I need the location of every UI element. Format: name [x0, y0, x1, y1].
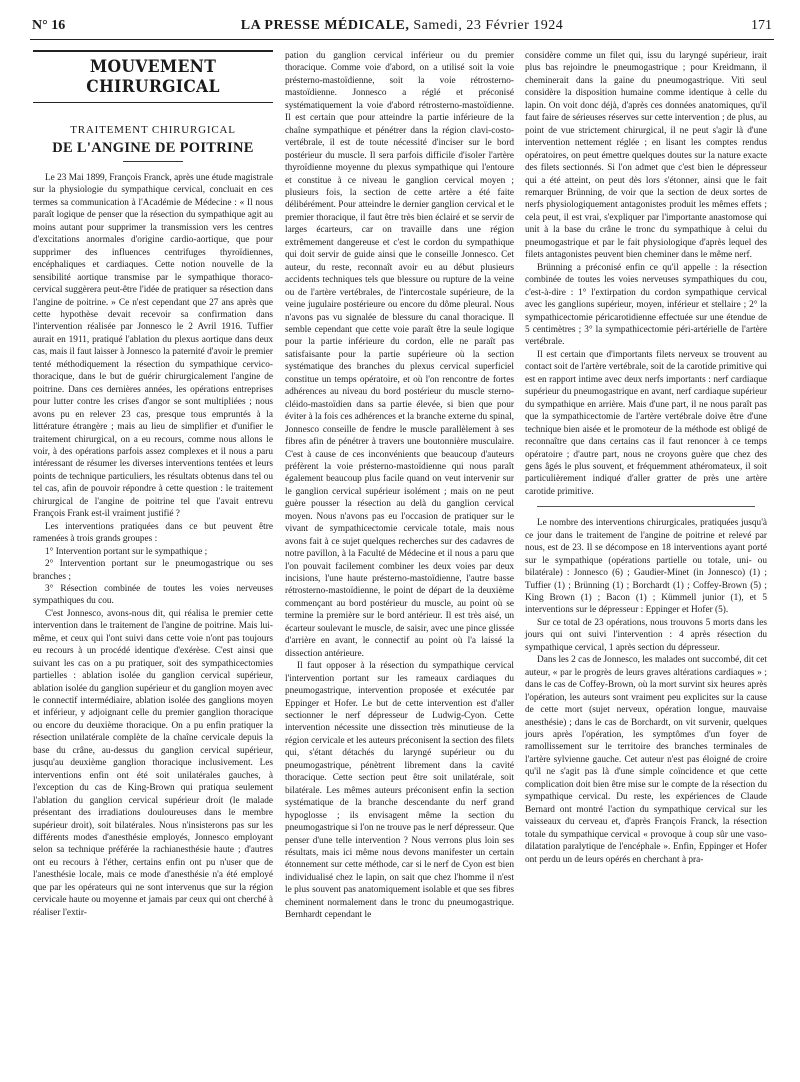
list-item: 2° Intervention portant sur le pneumogastrique ou ses branches ; [33, 559, 273, 582]
column-1 [33, 50, 273, 919]
running-header [30, 16, 774, 38]
paragraph: Sur ce total de 23 opérations, nous trouvons 5 morts dans les jours qui ont suivi l'intervention : 4 après résection du sympathique cervical, 1 après section du dépresseur. [525, 617, 767, 653]
paragraph: considère comme un filet qui, issu du laryngé supérieur, irait plus bas rejoindre le pneumogastrique ; pour Kreidmann, il cheminerait dans la gaine du pneumogastrique. Vitì seul considère la disposition humaine comme identique à celle du lapin. On voit donc déjà, d'après ces données anatomiques, qu'il faut faire de sérieuses réserves sur cette intervention ; de plus, au point de vue strictement chirurgical, il ne peut s'agir là d'une intervention nettement réglée ; en lisant les comptes rendus opératoires, on peut émettre quelques doutes sur la nature exacte des filets sectionnés. Si l'on admet que c'est bien le dépresseur qui a été atteint, on peut dès lors s'étonner, ainsi que le fait remarquer Brünning, de voir que la section de deux sortes de nerfs physiologiquement antagonistes produit les mêmes effets ; cela peut, il est vrai, s'expliquer par l'importante anastomose qui unit à la base du crâne le tronc du sympathique à celui du pneumogastrique et par le fait physiologique d'après lequel des filets antagonistes peuvent bien cheminer dans le même nerf. [525, 51, 767, 261]
issue-number: N° 16 [32, 18, 66, 33]
issue-date: Samedi, 23 Février 1924 [413, 18, 564, 33]
paragraph: Le nombre des interventions chirurgicales, pratiquées jusqu'à ce jour dans le traitement de l'angine de poitrine et relevé par nous, est de 23. Il se décompose en 18 interventions ayant porté sur le sympathique (opérations partielle ou totale, uni- ou bilatérale) : Jonnesco (6) ; Gaudier-Minet (in Jonnesco) (1) ; Tuffier (1) ; Brünning (1) ; Borchardt (1) ; Coffey-Brown (5) ; King Brown (1) ; Bacon (1) ; Kümmell junior (1), et 5 interventions sur le dépresseur : Eppinger et Hofer (5). [525, 518, 767, 616]
column-2 [285, 50, 514, 922]
journal-name: LA PRESSE MÉDICALE, [240, 18, 410, 33]
paragraph: Les interventions pratiquées dans ce but peuvent être ramenées à trois grands groupes : [33, 521, 273, 545]
paragraph: Dans les 2 cas de Jonnesco, les malades ont succombé, dit cet auteur, « par le progrès de leurs graves altérations cardiaques » ; dans le cas de Coffey-Brown, où la mort survint six heures après l'opération, les auteurs sont vraiment peu explicites sur la cause de cette mort (sujet nerveux, opération longue, mauvaise anesthésie) ; dans le cas de Borchardt, on vit survenir, quelques jours après l'opération, les symptômes d'un foyer de ramollissement sur le territoire des branches terminales de l'artère sylvienne gauche. Cet auteur n'est pas éloigné de croire qu'il ne s'agit pas là d'une simple coïncidence et que cette complication doit bien être mise sur le compte de la résection du sympathique cervical. Du reste, les expériences de Claude Bernard ont montré l'action du sympathique cervical sur les vaisseaux du cerveau et, d'après François Franck, la résection totale du sympathique cervical « provoque à coup sûr une vaso-dilatation paralytique de l'encéphale ». Enfin, Eppinger et Hofer ont perdu un de leurs opérés en cherchant à pra- [525, 655, 767, 865]
paragraph: Il est certain que d'importants filets nerveux se trouvent au contact soit de l'artère vertébrale, soit de la carotide primitive qui est en rapport intime avec deux nerfs importants : nerf cardiaque supérieur du pneumogastrique en avant, nerf cardiaque supérieur du sympathique en arrière. Mais d'une part, il ne nous paraît pas que la sympathicectomie de l'artère vertébrale doive être d'une technique bien aisée et le promoteur de la méthode est obligé de reconnaître que dans certains cas il faut renoncer à ce temps opératoire ; d'autre part, nous ne croyons guère que chez des gens âgés le plus souvent, et fréquemment athéromateux, il soit particulièrement indiqué d'aller gratter de près une artère carotide primitive. [525, 349, 768, 497]
section-title: MOUVEMENT CHIRURGICAL [86, 57, 220, 97]
journal-title [30, 18, 774, 34]
list-item: 3° Résection combinée de toutes les voies nerveuses sympathiques du cou. [33, 583, 273, 607]
title-rule [123, 161, 183, 162]
paragraph: C'est Jonnesco, avons-nous dit, qui réalisa le premier cette intervention dans le traitement de l'angine de poitrine. Mais lui-même, et ceux qui l'ont suivi dans cette voie n'ont pas toujours eu recours à un procédé identique d'exérèse. C'est ainsi que suivant les cas on a pu pratiquer, soit des sympathicectomies partielles : ablation isolée du ganglion cervical supérieur, ablation isolée du ganglion supérieur et du ganglion moyen avec le connectif intermédiaire, ablation isolée des ganglions moyen et inférieur, y adjoignant celle du premier ganglion thoracique ou encore du deuxième thoracique. On a pu enfin pratiquer la résection unilatérale complète de la chaîne cervicale depuis la base du crâne, au-dessus du ganglion cervical supérieur, jusqu'au deuxième ganglion thoracique inclusivement. Les interventions enfin ont été soit unilatérales gauches, à l'exception du cas de King-Brown qui pratiqua seulement l'ablation du ganglion cervical supérieur droit (le malade présentant des irradiations douloureuses dans le membre supérieur droit), soit bilatérales. Nous n'insisterons pas sur les différents modes d'anesthésie employés, Jonnesco employant selon sa technique préférée la rachianesthésie haute ; d'autres ont eu recours à l'éther, certains enfin ont pu n'user que de l'anesthésie locale, mais ce mode d'anesthésie n'a été employé que par les opérateurs qui ne sont intervenus que sur la région cervicale haute ou moyenne et jamais par ceux qui ont cherché à réaliser l'extir- [33, 608, 273, 918]
section-banner [33, 50, 273, 103]
section-separator [537, 506, 755, 507]
paragraph: pation du ganglion cervical inférieur ou du premier thoracique. Comme voie d'abord, on a utilisé soit la voie présterno-mastoïdienne, soit la voie rétrosterno-mastoïdienne. Jonnesco a réglé et préconisé systématiquement la voie d'abord rétrosterno-mastoïdienne. Il est certain que pour atteindre la partie inférieure de la chaîne sympathique et pénétrer dans la région clavi-costo-vertébrale, il est de toute nécessité d'inciser sur le bord postérieur du muscle. Il sera parfois difficile d'isoler l'artère thyroïdienne moyenne du plexus sympathique qui l'entoure et constitue à ce niveau le ganglion cervical moyen ; plusieurs fois, la section de cette artère a été faite délibérément. Pour atteindre le dernier ganglion cervical et le premier thoracique, il faut être très bien éclairé et se servir de larges écarteurs, car on travaille dans une région extrêmement dangereuse et c'est le cordon du sympathique qui doit servir de guide ainsi que le conseille Jonnesco. Cet auteur, du reste, reconnaît avoir eu au début plusieurs accidents techniques tels que blessure ou rupture de la veine ou de l'artère vertébrales, de l'intercostale supérieure, de la veine jugulaire postérieure ou encore du dôme pleural. Nous n'avons pas vu signalée de blessure du canal thoracique. Il semble cependant que cette voie paraît être la seule logique pour la partie inférieure du cordon, elle ne paraît pas satisfaisante pour la partie supérieure où la section systématique des branches du plexus cervical superficiel constitue un temps opératoire, et où l'on rencontre de fortes adhérences au niveau du bord postérieur du muscle sterno-cléido-mastoïdien dans sa partie élevée, si bien que pour éviter à la fois ces adhérences et la branche externe du spinal, Jonnesco conseille de fendre le muscle parallèlement à ses fibres afin de pénétrer à travers une boutonnière musculaire. C'est à cause de ces inconvénients que beaucoup d'auteurs préfèrent la voie présterno-mastoïdienne qui nous paraît également beaucoup plus facile quand on veut intervenir sur le ganglion cervical supérieur isolément ; mais on ne peut guère pousser la résection au delà du ganglion cervical moyen. Nous n'avons pas eu l'occasion de pratiquer sur le vivant de sympathicectomie cervicale totale, mais nous avons fait à ce sujet quelques recherches sur des cadavres de notre pavillon, à la Faculté de Médecine et il nous a paru que l'on pouvait facilement combiner les deux voies par deux incisions, l'une haute présterno-mastoïdienne, l'autre basse rétrosterno-mastoïdienne, le point de départ de la deuxième commençant au bord postérieur du muscle, au point où se termine la première sur le bord antérieur. Il est très aisé, un écarteur soulevant le muscle, de saisir, avec une pince glissée d'arrière en avant, le connectif au point où l'a laissé la dissection antérieure. [285, 51, 514, 659]
column-3 [525, 50, 767, 866]
article-kicker: TRAITEMENT CHIRURGICAL [70, 124, 236, 136]
paragraph: Brünning a préconisé enfin ce qu'il appelle : la résection combinée de toutes les voies nerveuses sympathiques du cou, c'est-à-dire : 1° l'extirpation du cordon sympathique cervical avec les ganglions supérieur, moyen, inférieur et stellaire ; 2° la sympathicectomie péricarotidienne effectuée sur une étendue de 5 centimètres ; 3° la sympathicectomie péri-artérielle de l'artère vertébrale. [525, 262, 767, 348]
page-number: 171 [751, 18, 772, 33]
header-rule [30, 39, 774, 40]
list-item: 1° Intervention portant sur le sympathique ; [45, 546, 208, 557]
paragraph: Le 23 Mai 1899, François Franck, après une étude magistrale sur la physiologie du sympathique cervical, concluait en ces termes sa communication à l'Académie de Médecine : « Il nous paraît logique de penser que la résection du sympathique agit au moins autant pour supprimer la transmission vers les centres d'excitations anormales d'origine cardio-aortique, que pour supprimer des influences centrifuges thyroïdiennes, encéphaliques et cardiaques. Cette notion nouvelle de la sensibilité aortique transmise par le sympathique thoraco-cervical suggèrera peut-être l'idée de pratiquer sa résection dans l'angine de poitrine. » Ce n'est cependant que 27 ans après que cette hypothèse devait recevoir sa confirmation dans l'intervention réalisée par Jonnesco le 2 Avril 1916. Tuffier aurait en 1911, pratiqué l'ablation du plexus aortique dans deux cas, mais il faut laisser à Jonnesco la paternité d'avoir le premier tenté méthodiquement la résection du sympathique cervico-thoracique, dans le but de guérir chirurgicalement l'angine de poitrine. Dans ces dernières années, les opérations entreprises pour lutter contre les crises d'angor se sont multipliées ; nous avons pu en relever 23 cas, presque tous empruntés à la littérature étrangère ; mais au lieu de simplifier et d'unifier le traitement chirurgical, on a eu recours, comme nous allons le voir, à des opérations parfois assez complexes et il nous a paru intéressant de résumer les diverses interventions tentées et leurs points de technique particuliers, les résultats obtenus dans tel ou tel cas, afin de pouvoir répondre à cette question : le traitement chirurgical de l'angine de poitrine tel que l'avait entrevu François Frank est-il vraiment justifié ? [33, 173, 273, 520]
paragraph: Il faut opposer à la résection du sympathique cervical l'intervention portant sur les rameaux cardiaques du pneumogastrique, intervention proposée et exécutée par Eppinger et Hofer. Le but de cette intervention est d'aller sectionner le nerf dépresseur de Ludwig-Cyon. Cette intervention nécessite une dissection très minutieuse de la région cervicale et les auteurs préconisent la section des filets qui, s'étant détachés du laryngé supérieur ou du pneumogastrique, pénètrent librement dans la cavité thoracique. Cette section peut être soit unilatérale, soit bilatérale. Les mêmes auteurs préconisent enfin la section systématique de la branche descendante du nerf grand hypoglosse ; ils envisagent même la section du pneumogastrique si l'on ne trouve pas le nerf dépresseur. Que penser d'une telle intervention ? Nous verrons plus loin ses résultats, mais ici même nous devons manifester un certain étonnement sur cette méthode, car si le nerf de Cyon est bien individualisé chez le lapin, on sait que chez l'homme il n'est le plus souvent pas anatomiquement isolable et que ses fibres cheminent normalement dans le tronc du pneumogastrique. Bernhardt cependant le [285, 661, 514, 921]
article-title: DE L'ANGINE DE POITRINE [52, 140, 254, 156]
